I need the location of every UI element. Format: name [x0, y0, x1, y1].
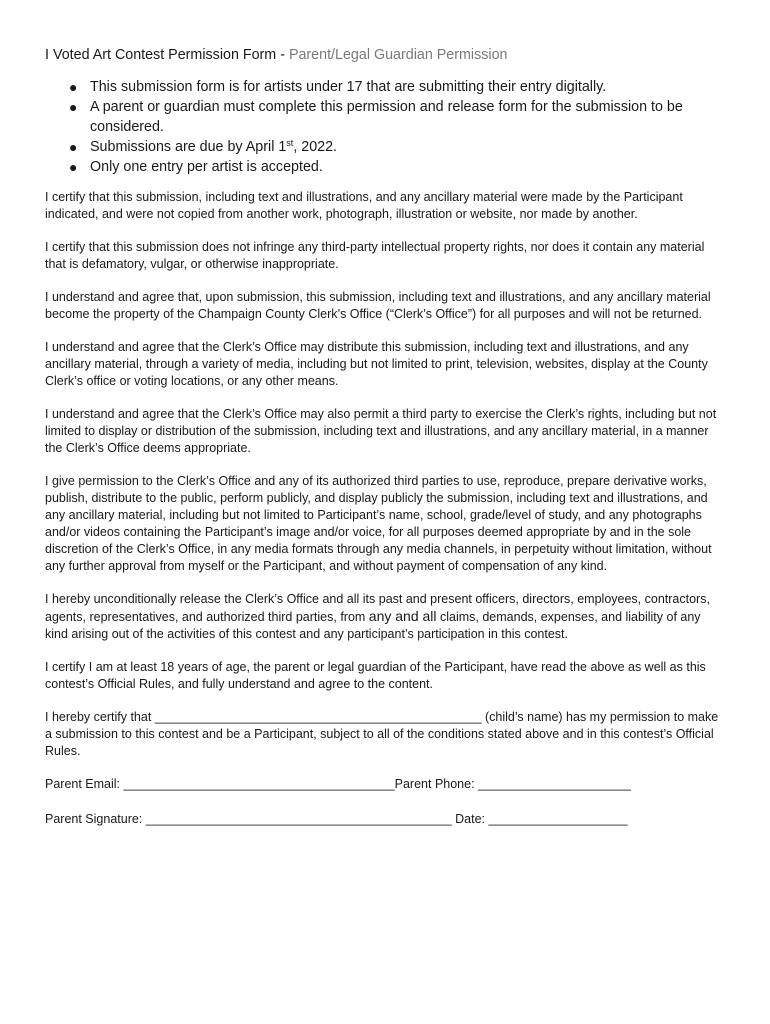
bullet-icon: ●: [69, 159, 78, 175]
contact-fields-row: [45, 776, 725, 793]
bullet-icon: ●: [69, 139, 78, 155]
instructions-list: [45, 77, 725, 177]
date-field[interactable]: ____________________: [488, 812, 628, 826]
child-certification-text: (child’s name) has my permission to make a submission to this contest and be a Participant, subject to all of the conditions stated above and in this contest’s Official Rules.: [45, 710, 719, 758]
release-text-emphasis: any and all: [368, 608, 437, 624]
certify-original-paragraph: I certify that this submission, including text and illustrations, and any ancillary material were made by the Participant indicated, and were not copied from another work, photograph, illustration or website, nor made by another.: [45, 190, 683, 221]
release-text: I hereby unconditionally release the Clerk’s Office and all its past and present officers, directors, employees, contractors, agents, representatives, and authorized third parties, from: [45, 592, 710, 624]
list-item: [69, 77, 725, 97]
parent-phone-label: Parent Phone:: [394, 777, 479, 791]
release-text: claims, demands, expenses, and liability of any kind arising out of the activities of this contest and any participant’s participation in this contest.: [45, 610, 701, 641]
bullet-icon: ●: [69, 79, 78, 95]
date-label: Date:: [451, 812, 489, 826]
page-title: [45, 45, 725, 65]
ordinal-suffix: st: [286, 138, 294, 148]
permission-paragraph: I give permission to the Clerk’s Office and any of its authorized third parties to use, reproduce, prepare derivative works, publish, distribute to the public, perform publicly, and display publicly the submission, including text and illustrations, and any ancillary material, including but not limited to Participant’s name, school, grade/level of study, and any photographs and/or videos containing the Participant’s image and/or voice, for all purposes deemed appropriate by and in the sole discretion of the Clerk’s Office, in any media formats through any media channels, in perpetuity without limitation, without any further approval from myself or the Participant, and without payment of compensation of any kind.: [45, 474, 712, 573]
bullet-text: Only one entry per artist is accepted.: [90, 159, 323, 175]
parent-phone-field[interactable]: ______________________: [478, 777, 631, 791]
bullet-text: A parent or guardian must complete this permission and release form for the submission to be considered.: [90, 99, 683, 135]
bullet-icon: ●: [69, 99, 78, 115]
signature-fields-row: [45, 811, 725, 828]
bullet-text: , 2022.: [293, 139, 338, 155]
list-item: [69, 97, 725, 137]
title-main: I Voted Art Contest Permission Form -: [45, 47, 289, 63]
release-paragraph: [45, 591, 725, 643]
distribution-agreement-paragraph: I understand and agree that the Clerk’s Office may distribute this submission, including text and illustrations, and any ancillary material, through a variety of media, including but not limited to print, television, websites, display at the County Clerk’s office or voting locations, or any other means.: [45, 340, 708, 388]
age-certification-paragraph: I certify I am at least 18 years of age, the parent or legal guardian of the Participant, have read the above as well as this contest’s Official Rules, and fully understand and agree to the content.: [45, 660, 706, 691]
property-agreement-paragraph: I understand and agree that, upon submission, this submission, including text and illustrations, and any ancillary material become the property of the Champaign County Clerk’s Office (“Clerk’s Office”) for all purposes and will not be returned.: [45, 290, 711, 321]
list-item: [69, 137, 725, 157]
certify-no-infringement-paragraph: I certify that this submission does not infringe any third-party intellectual property rights, nor does it contain any material that is defamatory, vulgar, or otherwise inappropriate.: [45, 240, 705, 271]
third-party-agreement-paragraph: I understand and agree that the Clerk’s Office may also permit a third party to exercise the Clerk’s rights, including but not limited to display or distribution of the submission, including text and illustrations, and any ancillary material, in a manner the Clerk’s Office deems appropriate.: [45, 407, 717, 455]
bullet-text: This submission form is for artists under 17 that are submitting their entry digitally.: [90, 79, 607, 95]
list-item: [69, 157, 725, 177]
title-subtitle: Parent/Legal Guardian Permission: [288, 47, 508, 63]
permission-form-page: [45, 45, 725, 846]
bullet-text: Submissions are due by April 1: [90, 139, 287, 155]
parent-signature-label: Parent Signature:: [45, 812, 146, 826]
child-certification-text: I hereby certify that: [45, 710, 155, 724]
parent-signature-field[interactable]: ____________________________________________: [145, 812, 452, 826]
parent-email-field[interactable]: _______________________________________: [123, 777, 395, 791]
child-name-field[interactable]: _______________________________________________: [154, 710, 482, 724]
parent-email-label: Parent Email:: [45, 777, 124, 791]
child-certification-paragraph: [45, 709, 725, 760]
